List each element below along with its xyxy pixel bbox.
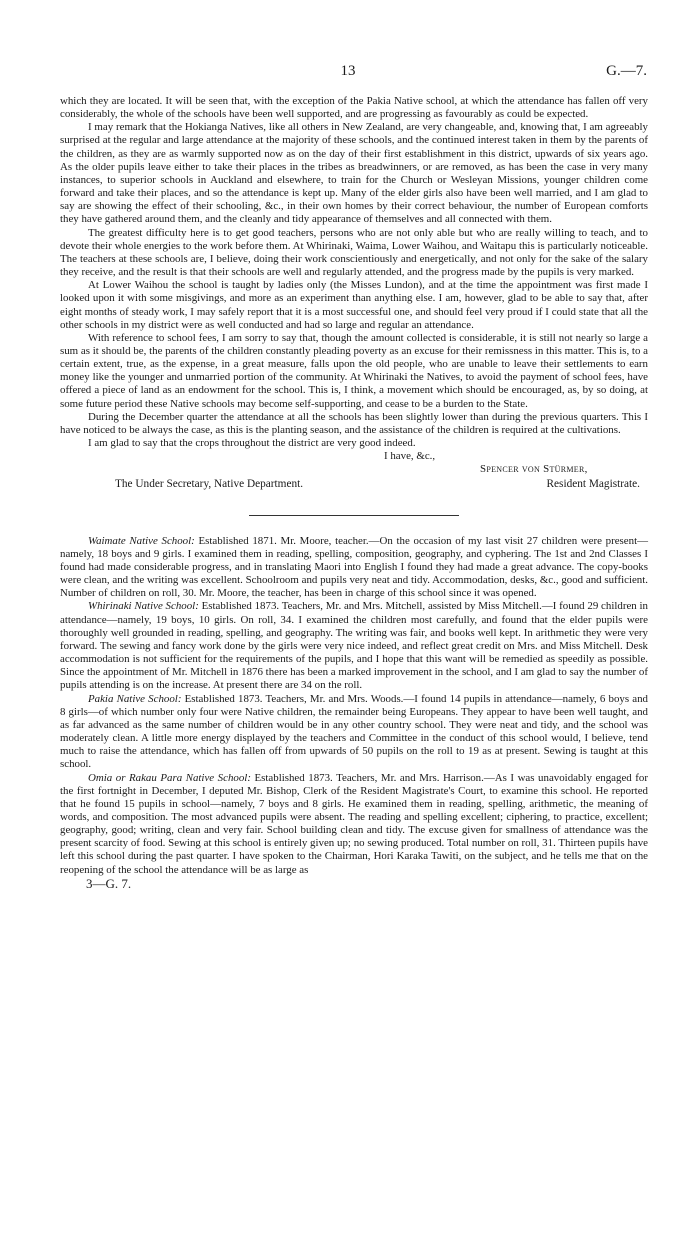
page-number: 13 bbox=[340, 63, 356, 79]
school-name: Whirinaki Native School: bbox=[88, 600, 199, 613]
letter-paragraph: I am glad to say that the crops throughout the district are very good indeed. bbox=[88, 437, 416, 450]
signature-line bbox=[60, 478, 648, 491]
recipient: The Under Secretary, Native Department. bbox=[115, 477, 304, 490]
letter-paragraph: I may remark that the Hokianga Natives, like all others in New Zealand, are very changeable, and, knowing that, I am agreeably surprised at the regular and large attendance at the majority of these schools, and the continued interest taken in them by the parents of the children, as they are as warmly supported now as on the day of their first establishment in this district, upwards of six years ago. As the older pupils leave either to take their places in the tribes as breadwinners, or are removed, as has been the case in very many instances, to superior schools in Auckland and elsewhere, to train for the Church or Wesleyan Missions, younger children come forward and take their places, and so the attendance is kept up. Many of the elder girls also have been well married, and I am glad to say are showing the effect of their schooling, &c., in their own homes by their correct behaviour, the number of European comforts they have gathered around them, and the cleanly and tidy appearance of themselves and all connected with them. bbox=[60, 121, 648, 226]
school-name: Waimate Native School: bbox=[88, 534, 195, 547]
school-report-text: Established 1873. Teachers, Mr. and Mrs. Woods.—I found 14 pupils in attendance—namely, 6 boys and 8 girls—of which number only four were Native children, the remainder being Europeans. They appear to have been well taught, and as far advanced as the same number of children would be in any other country school. They were neat and tidy, and the school was moderately clean. A little more energy displayed by the teachers and Committee in the conduct of this school would, I believe, tend much to raise the attendance, which has fallen off from upwards of 50 pupils on the roll to 19 as at present. Sewing is taught at this school. bbox=[60, 692, 648, 771]
school-report-text: Established 1873. Teachers, Mr. and Mrs. Mitchell, assisted by Miss Mitchell.—I found 29 children in attendance—namely, 19 boys, 10 girls. On roll, 34. I examined the children most carefully, and found that the elder pupils were thoroughly well grounded in reading, spelling, and geography. The writing was fair, and books well kept. In arithmetic they were very forward. The sewing and fancy work done by the girls were very nice indeed, and reflect great credit on Mrs. and Miss Mitchell. Desk accommodation is not sufficient for the requirements of the pupils, and I hope that this want will be remedied as speedily as possible. Since the appointment of Mr. Mitchell in 1876 there has been a marked improvement in the school, and I am glad to say the number of pupils attending is on the increase. At present there are 34 on the roll. bbox=[60, 600, 648, 692]
school-report bbox=[60, 693, 648, 772]
school-report-text: Established 1871. Mr. Moore, teacher.—On the occasion of my last visit 27 children were present—namely, 18 boys and 9 girls. I examined them in reading, spelling, composition, geography, and cyphering. The 1st and 2nd Classes I found had made considerable progress, and in translating Maori into English I found they had made a great advance. The copy-books were clean, and the writing was excellent. Schoolroom and pupils very neat and tidy. Accommodation, desks, &c., good and sufficient. Number of children on roll, 30. Mr. Moore, the teacher, has been in charge of this school since it was opened. bbox=[60, 534, 648, 600]
letter-paragraph: At Lower Waihou the school is taught by ladies only (the Misses Lundon), and at the time the appointment was first made I looked upon it with some misgivings, and more as an experiment than anything else. I am, however, glad to be able to say that, after eight months of steady work, I may safely report that it is a most successful one, and should feel very proud if I could state that all the other schools in my district were as well conducted and had so large and regular an attendance. bbox=[60, 279, 648, 331]
section-divider bbox=[249, 515, 459, 516]
letter-paragraph: During the December quarter the attendance at all the schools has been slightly lower than during the previous quarters. This I have noticed to be always the case, as this is the planting season, and the assistance of the children is required at the cultivations. bbox=[60, 410, 648, 436]
school-report bbox=[60, 535, 648, 601]
letter-paragraph: which they are located. It will be seen that, with the exception of the Pakia Native school, at which the attendance has fallen off very considerably, the whole of the schools have been well supported, and are progressing as favourably as could be expected. bbox=[60, 95, 648, 121]
school-name: Pakia Native School: bbox=[88, 692, 182, 705]
footer-signature-mark: 3—G. 7. bbox=[86, 875, 132, 891]
school-report bbox=[60, 772, 648, 877]
signature-closing: I have, &c., bbox=[384, 450, 436, 463]
school-report bbox=[60, 600, 648, 692]
letter-paragraph: The greatest difficulty here is to get good teachers, persons who are not only able but who are really willing to teach, and to devote their whole energies to the work before them. At Whirinaki, Waima, Lower Waihou, and Waitapu this is particularly noticeable. The teachers at these schools are, I believe, doing their work conscientiously and energetically, and not only for the sake of the salary they receive, and the result is that their schools are well and regularly attended, and the progress made by the pupils is very marked. bbox=[60, 226, 648, 279]
letter-paragraph: With reference to school fees, I am sorry to say that, though the amount collected is considerable, it is still not nearly so large a sum as it should be, the parents of the children constantly pleading poverty as an excuse for their remissness in this matter. This is, to a certain extent, true, as the expense, in a great measure, falls upon the old people, who are unable to leave their settlements to earn money like the younger and unmarried portion of the community. At Whirinaki the Natives, to avoid the payment of school fees, have offered a piece of land as an endowment for the school. This is, I think, a movement which should be encouraged, as, by so doing, at some future period these Native schools may become self-supporting, and cease to be a burden to the State. bbox=[60, 331, 648, 410]
school-report-text: Established 1873. Teachers, Mr. and Mrs. Harrison.—As I was unavoidably engaged for the first fortnight in December, I deputed Mr. Bishop, Clerk of the Resident Magistrate's Court, to examine this school. He reported that he found 15 pupils in school—namely, 7 boys and 8 girls. He examined them in reading, spelling, arithmetic, the meaning of words, and composition. The most advanced pupils were absent. The reading and spelling excellent; ciphering, to practice, excellent; geography, good; writing, clean and very fair. School building clean and tidy. The excuse given for smallness of attendance was the present scarcity of food. Sewing at this school is entirely given up; no sewing produced. Total number on roll, 31. Thirteen pupils have left this school during the past quarter. I have spoken to the Chairman, Hori Karaka Tawiti, on the subject, and he tells me that on the reopening of the school the attendance will be as large as bbox=[60, 771, 648, 876]
signatory-title: Resident Magistrate. bbox=[546, 477, 640, 490]
paper-reference: G.—7. bbox=[606, 63, 647, 79]
signature-name: Spencer von Stürmer, bbox=[480, 463, 588, 476]
page-body bbox=[60, 95, 648, 890]
school-name: Omia or Rakau Para Native School: bbox=[88, 771, 251, 784]
